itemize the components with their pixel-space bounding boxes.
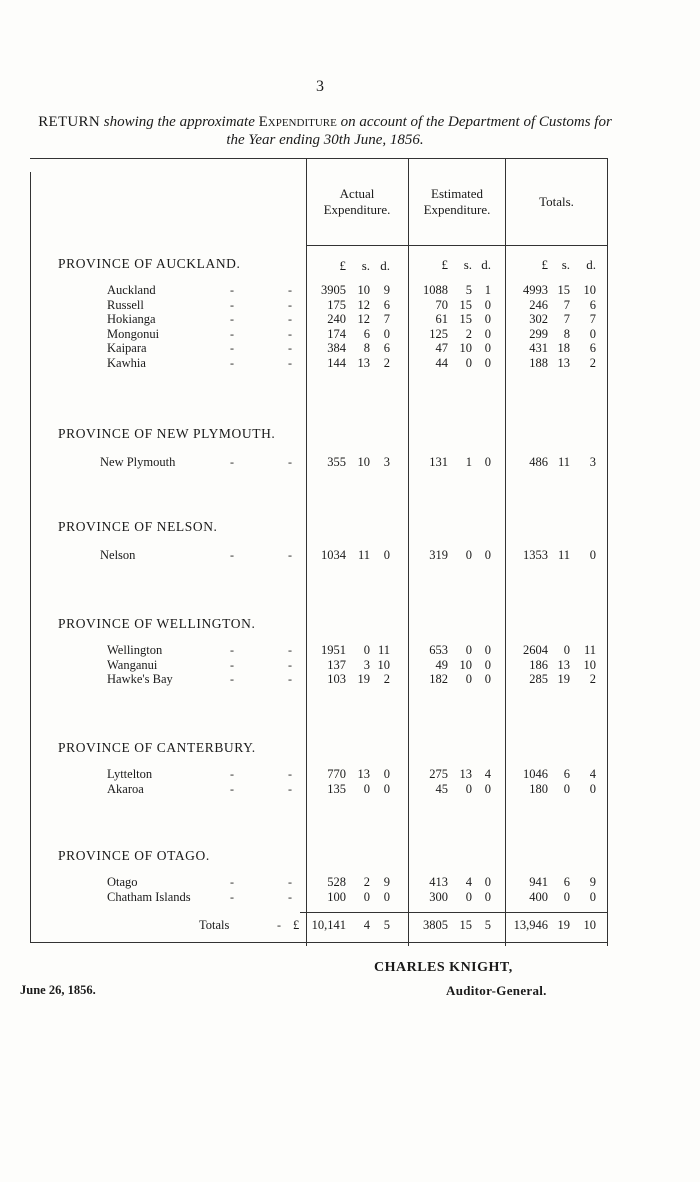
- actual-expenditure-shillings: 19: [357, 672, 370, 686]
- province-heading: PROVINCE OF WELLINGTON.: [58, 616, 256, 631]
- totals-unit-shillings: s.: [561, 257, 570, 272]
- estimated-expenditure-shillings: 0: [465, 672, 472, 686]
- estimated-expenditure-shillings: 1: [465, 455, 472, 469]
- actual-expenditure-header: [307, 186, 407, 218]
- actual-expenditure-shillings: 2: [363, 875, 370, 889]
- estimated-expenditure-pence: 0: [484, 297, 491, 312]
- place-name: Kawhia: [107, 355, 146, 370]
- actual-expenditure-shillings: 0: [363, 889, 370, 904]
- leader-dash: -: [230, 355, 234, 370]
- estimated-expenditure-pounds: 319: [429, 548, 448, 562]
- signatory-title: Auditor-General.: [446, 983, 547, 998]
- actual-expenditure-pence: 11: [377, 643, 390, 657]
- actual-expenditure-shillings: 6: [363, 326, 370, 341]
- row-total-shillings: 8: [563, 326, 570, 341]
- place-name: Russell: [107, 297, 144, 312]
- estimated-unit-shillings: s.: [463, 257, 472, 272]
- estimated-expenditure-shillings: 15: [459, 297, 472, 312]
- estimated-expenditure-shillings: 0: [465, 781, 472, 796]
- actual-expenditure-pounds: 770: [327, 767, 346, 781]
- actual-expenditure-pence: 9: [383, 875, 390, 889]
- estimated-expenditure-shillings: 10: [459, 657, 472, 672]
- actual-expenditure-shillings: 12: [357, 312, 370, 326]
- estimated-expenditure-shillings: 0: [465, 548, 472, 562]
- signatory-name: CHARLES KNIGHT,: [374, 960, 513, 975]
- estimated-expenditure-pounds: 131: [429, 455, 448, 469]
- leader-dash: -: [288, 283, 292, 297]
- row-total-pounds: 486: [529, 455, 548, 469]
- grand-actual-pounds: 10,141: [311, 918, 346, 932]
- place-name: Chatham Islands: [107, 889, 191, 904]
- estimated-header-line-1: Estimated: [431, 186, 483, 201]
- leader-dash: -: [230, 548, 234, 562]
- estimated-expenditure-pounds: 61: [435, 312, 448, 326]
- estimated-expenditure-pounds: 47: [435, 341, 448, 355]
- document-date: June 26, 1856.: [20, 983, 96, 997]
- title-expenditure-word: Expenditure: [258, 114, 337, 130]
- row-total-shillings: 7: [563, 312, 570, 326]
- estimated-expenditure-pence: 0: [484, 326, 491, 341]
- row-total-shillings: 19: [557, 672, 570, 686]
- row-total-pence: 10: [583, 283, 596, 297]
- actual-expenditure-shillings: 11: [357, 548, 370, 562]
- row-total-shillings: 11: [557, 455, 570, 469]
- leader-dash: -: [288, 781, 292, 796]
- province-heading: PROVINCE OF NELSON.: [58, 519, 218, 534]
- actual-expenditure-pence: 10: [377, 657, 390, 672]
- estimated-expenditure-pounds: 70: [435, 297, 448, 312]
- table-right-border: [607, 159, 608, 946]
- estimated-expenditure-pence: 4: [484, 767, 491, 781]
- totals-unit-pounds: £: [541, 257, 548, 272]
- actual-expenditure-pence: 0: [383, 781, 390, 796]
- row-total-pence: 7: [589, 312, 596, 326]
- leader-dash: -: [288, 355, 292, 370]
- totals-unit-pence: d.: [586, 257, 596, 272]
- grand-total-pence: 10: [583, 918, 596, 932]
- row-total-shillings: 6: [563, 875, 570, 889]
- leader-dash: -: [288, 455, 292, 469]
- row-total-pence: 0: [589, 781, 596, 796]
- estimated-expenditure-pence: 0: [484, 781, 491, 796]
- province-heading: PROVINCE OF AUCKLAND.: [58, 256, 241, 271]
- leader-dash: -: [230, 643, 234, 657]
- leader-dash: -: [288, 672, 292, 686]
- estimated-unit-pounds: £: [441, 257, 448, 272]
- estimated-expenditure-pence: 0: [484, 355, 491, 370]
- actual-expenditure-shillings: 10: [357, 283, 370, 297]
- row-total-pounds: 180: [529, 781, 548, 796]
- actual-expenditure-shillings: 0: [363, 643, 370, 657]
- leader-dash: -: [288, 643, 292, 657]
- leader-dash: -: [288, 875, 292, 889]
- actual-unit-pounds: £: [339, 258, 346, 273]
- estimated-expenditure-pounds: 125: [429, 326, 448, 341]
- table-left-border: [30, 172, 31, 942]
- row-total-pounds: 188: [529, 355, 548, 370]
- estimated-expenditure-pounds: 45: [435, 781, 448, 796]
- row-total-pounds: 186: [529, 657, 548, 672]
- leader-dash: -: [288, 341, 292, 355]
- actual-expenditure-pounds: 175: [327, 297, 346, 312]
- grand-estimated-shillings: 15: [459, 918, 472, 932]
- place-name: Hokianga: [107, 312, 156, 326]
- estimated-expenditure-pounds: 653: [429, 643, 448, 657]
- actual-expenditure-pence: 9: [383, 283, 390, 297]
- row-total-shillings: 0: [563, 889, 570, 904]
- actual-expenditure-pounds: 174: [327, 326, 346, 341]
- actual-expenditure-pounds: 355: [327, 455, 346, 469]
- leader-dash: -: [230, 767, 234, 781]
- estimated-expenditure-pounds: 413: [429, 875, 448, 889]
- row-total-pence: 2: [589, 355, 596, 370]
- place-name: Mongonui: [107, 326, 160, 341]
- actual-expenditure-pence: 2: [383, 355, 390, 370]
- row-total-pounds: 4993: [523, 283, 548, 297]
- row-total-pounds: 285: [529, 672, 548, 686]
- totals-label: Totals: [199, 918, 230, 932]
- row-total-shillings: 0: [563, 781, 570, 796]
- leader-dash: -: [230, 283, 234, 297]
- row-total-shillings: 7: [563, 297, 570, 312]
- row-total-pence: 9: [589, 875, 596, 889]
- actual-unit-pence: d.: [380, 258, 390, 273]
- grand-estimated-pounds: 3805: [423, 918, 448, 932]
- estimated-expenditure-pence: 1: [484, 283, 491, 297]
- row-total-pounds: 2604: [523, 643, 548, 657]
- row-total-pence: 0: [589, 548, 596, 562]
- estimated-expenditure-shillings: 13: [459, 767, 472, 781]
- actual-header-line-1: Actual: [339, 186, 375, 201]
- leader-dash: -: [288, 548, 292, 562]
- row-total-shillings: 15: [557, 283, 570, 297]
- estimated-expenditure-pence: 0: [484, 672, 491, 686]
- actual-expenditure-pounds: 240: [327, 312, 346, 326]
- actual-expenditure-shillings: 10: [357, 455, 370, 469]
- page-number: 3: [316, 78, 324, 95]
- actual-expenditure-shillings: 13: [357, 767, 370, 781]
- actual-expenditure-pence: 0: [383, 767, 390, 781]
- actual-header-line-2: Expenditure.: [323, 202, 391, 217]
- row-total-pence: 0: [589, 326, 596, 341]
- place-name: Kaipara: [107, 341, 147, 355]
- estimated-expenditure-pence: 0: [484, 875, 491, 889]
- row-total-pounds: 299: [529, 326, 548, 341]
- actual-expenditure-pence: 0: [383, 326, 390, 341]
- estimated-expenditure-pence: 0: [484, 312, 491, 326]
- grand-total-pounds: 13,946: [513, 918, 548, 932]
- table-bottom-rule: [30, 942, 608, 943]
- leader-dash: -: [288, 767, 292, 781]
- actual-expenditure-shillings: 12: [357, 297, 370, 312]
- province-heading: PROVINCE OF OTAGO.: [58, 848, 210, 863]
- leader-dash: -: [230, 657, 234, 672]
- estimated-expenditure-header: [409, 186, 505, 218]
- estimated-expenditure-pence: 0: [484, 657, 491, 672]
- estimated-expenditure-pounds: 49: [435, 657, 448, 672]
- table-top-rule: [30, 158, 608, 159]
- row-total-pounds: 431: [529, 341, 548, 355]
- estimated-expenditure-shillings: 2: [465, 326, 472, 341]
- row-total-shillings: 13: [557, 657, 570, 672]
- actual-unit-shillings: s.: [361, 258, 370, 273]
- place-name: New Plymouth: [100, 455, 176, 469]
- grand-estimated-pence: 5: [484, 918, 491, 932]
- leader-dash: -: [288, 326, 292, 341]
- row-total-pence: 3: [589, 455, 596, 469]
- leader-dash: -: [230, 672, 234, 686]
- estimated-expenditure-pence: 0: [484, 889, 491, 904]
- totals-rule: [300, 912, 608, 913]
- estimated-expenditure-shillings: 0: [465, 889, 472, 904]
- leader-dash: -: [230, 297, 234, 312]
- estimated-expenditure-pence: 0: [484, 455, 491, 469]
- leader-dash: -: [230, 312, 234, 326]
- actual-expenditure-pence: 7: [383, 312, 390, 326]
- leader-dash: -: [230, 889, 234, 904]
- row-total-pounds: 941: [529, 875, 548, 889]
- actual-expenditure-pence: 3: [383, 455, 390, 469]
- leader-dash: -: [230, 326, 234, 341]
- row-total-pence: 11: [583, 643, 596, 657]
- row-total-pence: 4: [589, 767, 596, 781]
- actual-expenditure-pence: 6: [383, 341, 390, 355]
- totals-header: Totals.: [539, 194, 574, 209]
- estimated-expenditure-pounds: 182: [429, 672, 448, 686]
- row-total-shillings: 11: [557, 548, 570, 562]
- estimated-expenditure-pence: 0: [484, 643, 491, 657]
- estimated-expenditure-shillings: 4: [465, 875, 472, 889]
- estimated-expenditure-shillings: 15: [459, 312, 472, 326]
- actual-expenditure-shillings: 8: [363, 341, 370, 355]
- totals-currency: £: [293, 918, 300, 932]
- leader-dash: -: [288, 889, 292, 904]
- province-heading: PROVINCE OF NEW PLYMOUTH.: [58, 426, 276, 441]
- header-underline: [306, 245, 608, 246]
- place-name: Lyttelton: [107, 767, 153, 781]
- grand-actual-pence: 5: [383, 918, 390, 932]
- estimated-unit-pence: d.: [481, 257, 491, 272]
- place-name: Akaroa: [107, 781, 144, 796]
- leader-dash: -: [288, 657, 292, 672]
- actual-expenditure-pence: 0: [383, 889, 390, 904]
- actual-expenditure-pence: 2: [383, 672, 390, 686]
- document-title: [30, 113, 620, 131]
- place-name: Hawke's Bay: [107, 672, 173, 686]
- actual-expenditure-shillings: 3: [363, 657, 370, 672]
- place-name: Wellington: [107, 643, 163, 657]
- row-total-pounds: 400: [529, 889, 548, 904]
- row-total-pounds: 246: [529, 297, 548, 312]
- actual-expenditure-pounds: 100: [327, 889, 346, 904]
- estimated-expenditure-shillings: 5: [465, 283, 472, 297]
- estimated-expenditure-pounds: 1088: [423, 283, 448, 297]
- actual-expenditure-shillings: 0: [363, 781, 370, 796]
- leader-dash: -: [230, 781, 234, 796]
- grand-total-shillings: 19: [557, 918, 570, 932]
- actual-expenditure-pounds: 135: [327, 781, 346, 796]
- place-name: Nelson: [100, 548, 136, 562]
- province-heading: PROVINCE OF CANTERBURY.: [58, 740, 256, 755]
- actual-expenditure-pounds: 103: [327, 672, 346, 686]
- title-line-2: the Year ending 30th June, 1856.: [226, 132, 424, 148]
- estimated-expenditure-pounds: 275: [429, 767, 448, 781]
- actual-expenditure-pence: 6: [383, 297, 390, 312]
- row-total-pence: 0: [589, 889, 596, 904]
- leader-dash: -: [230, 875, 234, 889]
- actual-expenditure-shillings: 13: [357, 355, 370, 370]
- row-total-pence: 10: [583, 657, 596, 672]
- estimated-expenditure-shillings: 0: [465, 355, 472, 370]
- leader-dash: -: [230, 341, 234, 355]
- row-total-pounds: 1046: [523, 767, 548, 781]
- place-name: Wanganui: [107, 657, 158, 672]
- actual-expenditure-pounds: 144: [327, 355, 346, 370]
- row-total-pounds: 302: [529, 312, 548, 326]
- actual-expenditure-pounds: 3905: [321, 283, 346, 297]
- row-total-pounds: 1353: [523, 548, 548, 562]
- title-lead: RETURN: [38, 114, 100, 130]
- leader-dash: -: [230, 455, 234, 469]
- estimated-expenditure-pounds: 44: [435, 355, 448, 370]
- actual-expenditure-pounds: 384: [327, 341, 346, 355]
- row-total-shillings: 18: [557, 341, 570, 355]
- row-total-shillings: 6: [563, 767, 570, 781]
- row-total-pence: 6: [589, 297, 596, 312]
- estimated-expenditure-pence: 0: [484, 341, 491, 355]
- leader-dash: -: [288, 297, 292, 312]
- title-part2: on account of the Department of Customs for: [340, 114, 612, 130]
- actual-expenditure-pounds: 528: [327, 875, 346, 889]
- estimated-header-line-2: Expenditure.: [423, 202, 491, 217]
- actual-expenditure-pounds: 1034: [321, 548, 346, 562]
- row-total-pence: 2: [589, 672, 596, 686]
- row-total-shillings: 13: [557, 355, 570, 370]
- row-total-shillings: 0: [563, 643, 570, 657]
- leader-dash: -: [277, 918, 281, 932]
- place-name: Otago: [107, 875, 138, 889]
- estimated-expenditure-shillings: 10: [459, 341, 472, 355]
- estimated-expenditure-pence: 0: [484, 548, 491, 562]
- actual-expenditure-pounds: 1951: [321, 643, 346, 657]
- grand-actual-shillings: 4: [363, 918, 370, 932]
- actual-expenditure-pence: 0: [383, 548, 390, 562]
- estimated-expenditure-pounds: 300: [429, 889, 448, 904]
- leader-dash: -: [288, 312, 292, 326]
- row-total-pence: 6: [589, 341, 596, 355]
- title-part1: showing the approximate: [103, 114, 255, 130]
- actual-expenditure-pounds: 137: [327, 657, 346, 672]
- place-name: Auckland: [107, 283, 156, 297]
- estimated-expenditure-shillings: 0: [465, 643, 472, 657]
